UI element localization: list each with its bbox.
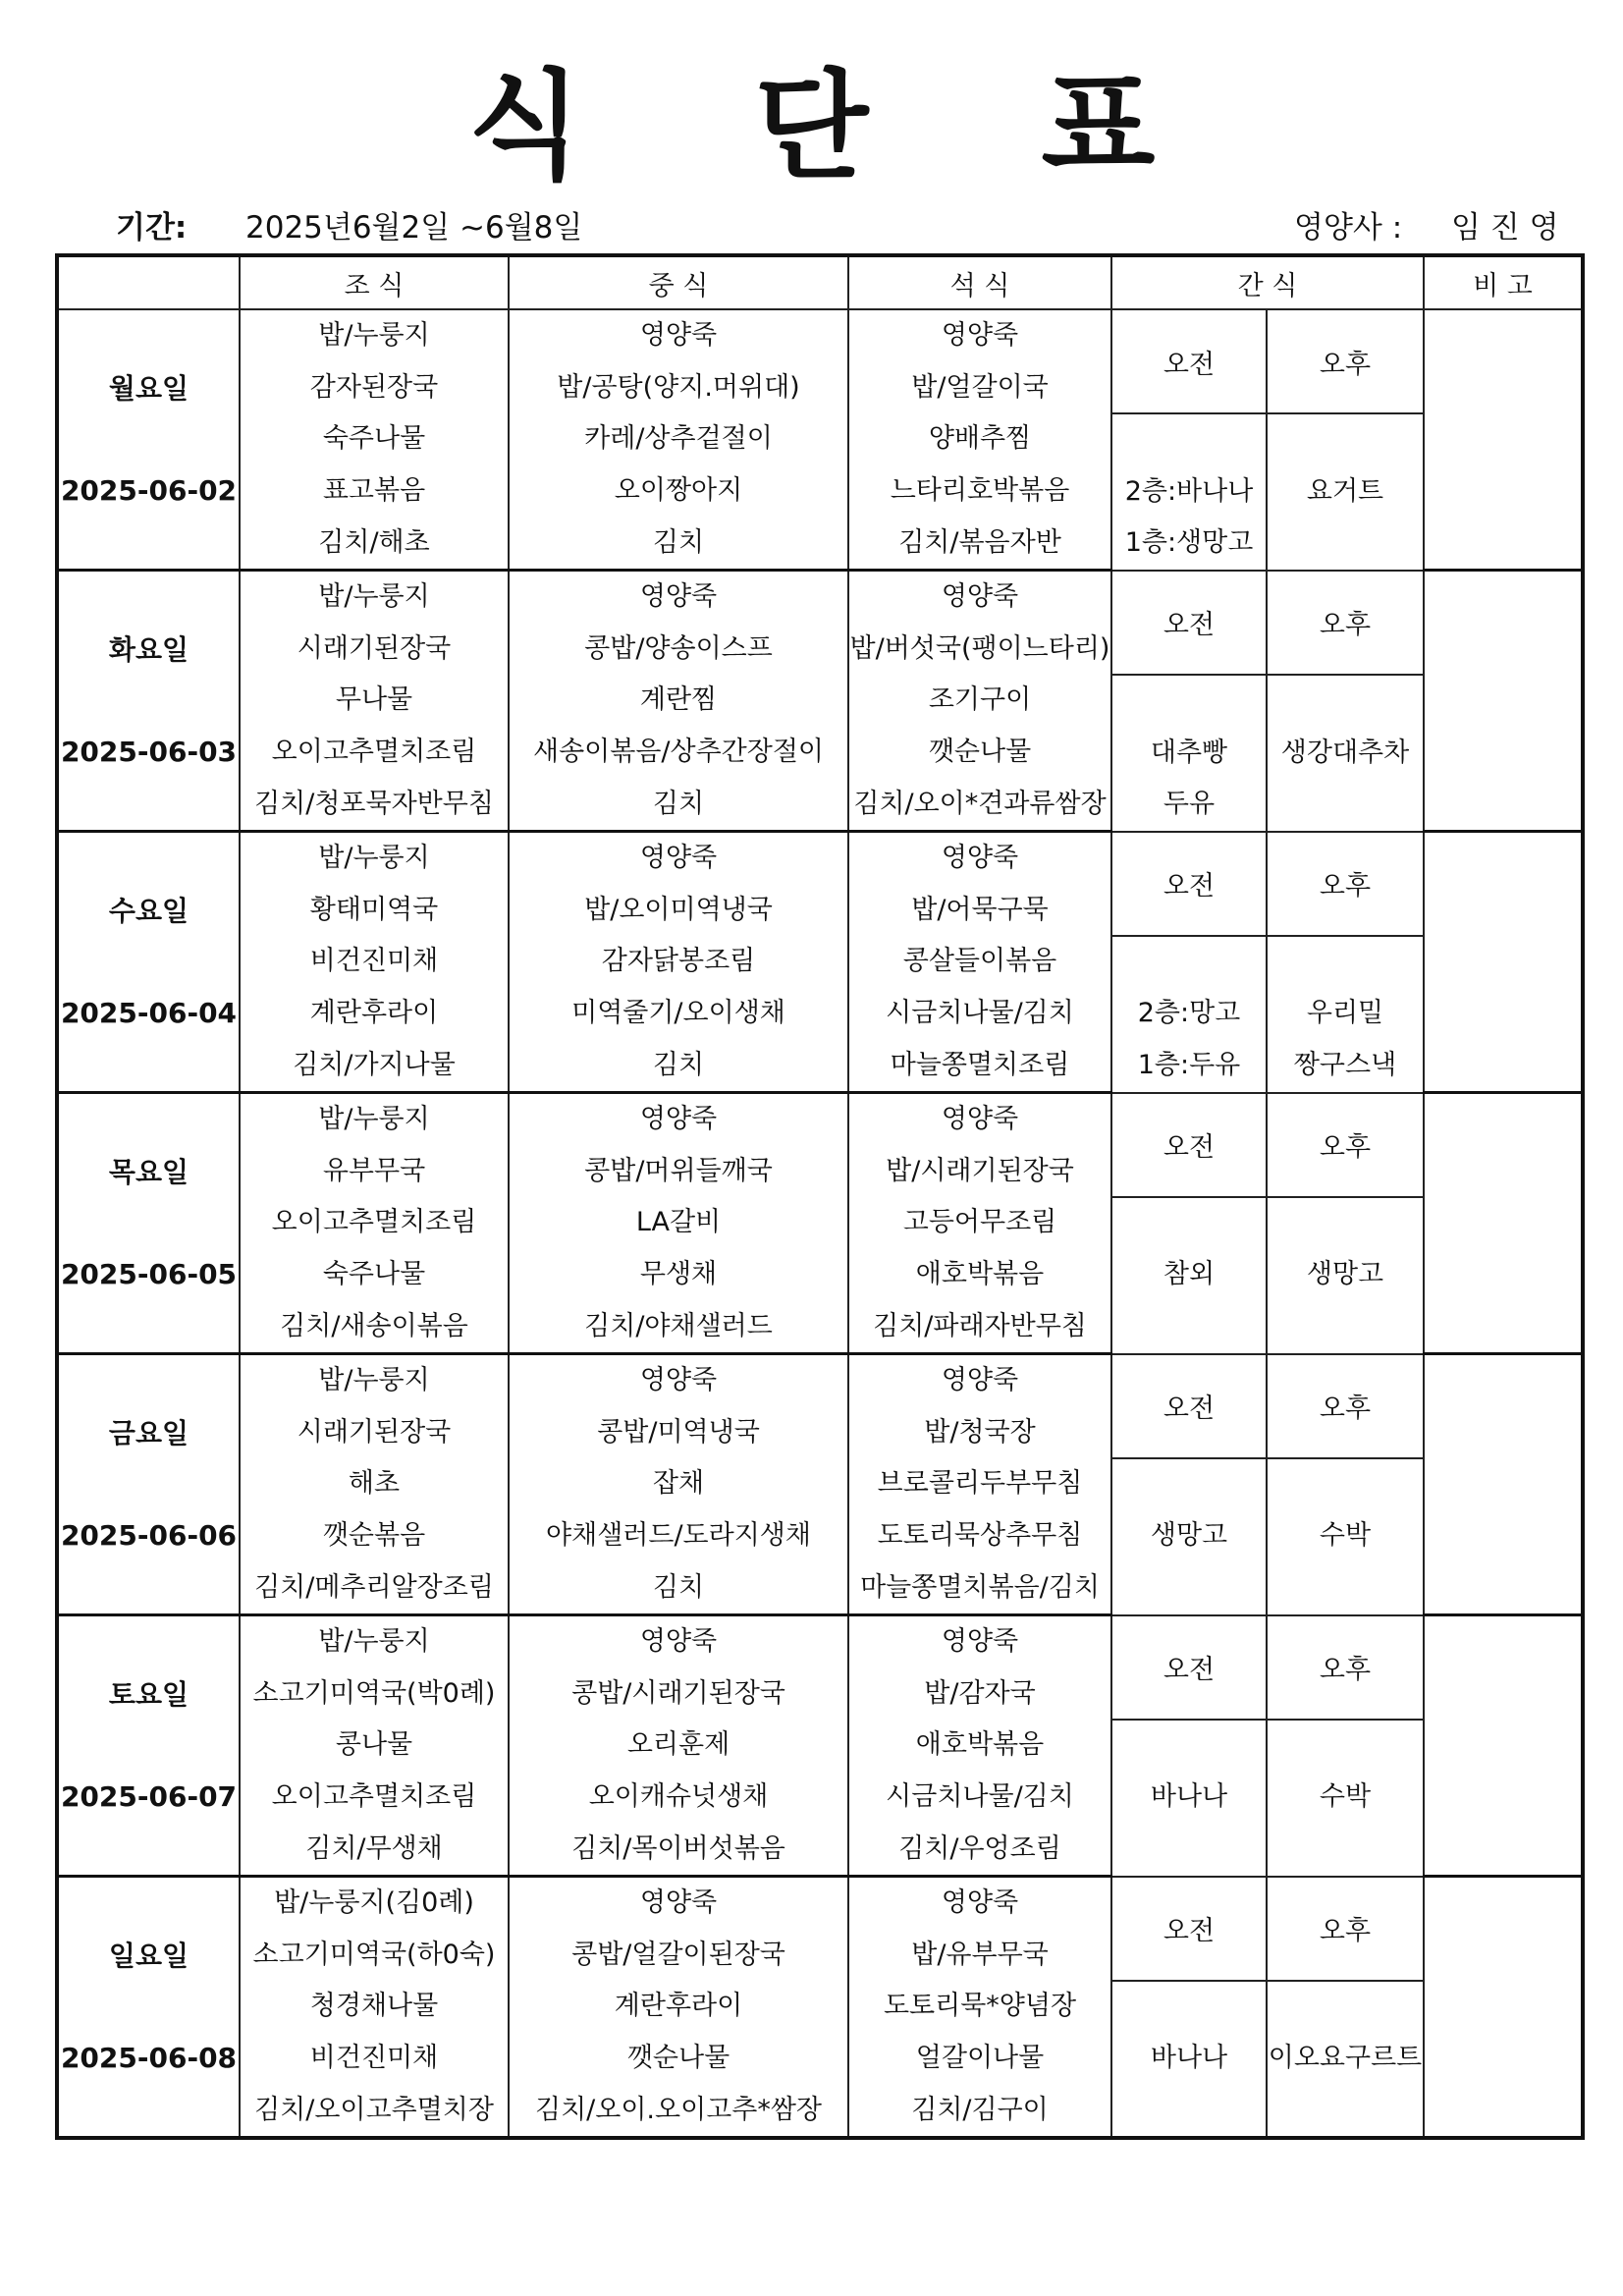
breakfast-item: 김치/청포묵자반무침 (254, 788, 494, 819)
snack-am-header: 오전 (1111, 832, 1267, 936)
period-label: 기간: (116, 210, 188, 246)
lunch-item: 밥/오이미역냉국 (584, 894, 773, 925)
snack-pm-header: 오후 (1267, 832, 1424, 936)
snack-am-header: 오전 (1111, 571, 1267, 675)
breakfast-item: 유부무국 (322, 1155, 426, 1186)
snack-pm-cell (1267, 413, 1424, 571)
snack-item (1268, 1459, 1423, 1511)
snack-item (1268, 518, 1423, 570)
lunch-item: 영양죽 (639, 1104, 718, 1135)
snack-item (1268, 1562, 1423, 1614)
snack-pm-header: 오후 (1267, 309, 1424, 413)
day-row (57, 832, 1583, 936)
breakfast-item: 김치/메추리알장조림 (254, 1571, 494, 1603)
breakfast-cell (240, 1093, 509, 1354)
snack-item (1112, 1562, 1266, 1614)
dinner-item: 조기구이 (928, 684, 1032, 716)
dinner-cell (848, 1877, 1111, 2139)
snack-item: 우리밀 (1306, 998, 1384, 1029)
snack-item (1268, 1824, 1423, 1876)
snack-pm-cell (1267, 675, 1424, 832)
dinner-item: 밥/시래기된장국 (886, 1155, 1074, 1186)
day-name: 금요일 (108, 1416, 189, 1449)
lunch-item: 김치/목이버섯볶음 (571, 1832, 785, 1864)
lunch-item: 김치/야채샐러드 (584, 1310, 773, 1341)
snack-item (1112, 937, 1266, 989)
breakfast-item: 김치/무생채 (305, 1832, 443, 1864)
day-date: 2025-06-03 (60, 735, 238, 768)
dinner-cell (848, 309, 1111, 571)
note-cell (1424, 1615, 1583, 1877)
breakfast-item: 숙주나물 (322, 1259, 426, 1289)
dinner-item: 마늘쫑멸치볶음/김치 (860, 1571, 1100, 1603)
note-cell (1424, 1354, 1583, 1615)
lunch-item: 오리훈제 (626, 1729, 730, 1761)
dinner-cell (848, 1615, 1111, 1877)
dinner-item: 김치/우엉조림 (898, 1832, 1061, 1864)
breakfast-item: 오이고추멸치조림 (271, 1780, 477, 1812)
breakfast-item: 김치/오이고추멸치장 (254, 2094, 494, 2125)
breakfast-item: 시래기된장국 (297, 632, 452, 664)
snack-item: 대추빵 (1150, 737, 1228, 768)
dinner-item: 밥/감자국 (924, 1677, 1036, 1709)
snack-am-cell (1111, 1720, 1267, 1877)
breakfast-item: 김치/해초 (318, 526, 430, 558)
day-name: 일요일 (108, 1939, 189, 1972)
snack-am-header: 오전 (1111, 309, 1267, 413)
breakfast-cell (240, 1354, 509, 1615)
lunch-item: 밥/공탕(양지.머위대) (557, 371, 800, 403)
snack-item (1268, 1301, 1423, 1353)
snack-item (1268, 676, 1423, 728)
breakfast-item: 밥/누룽지 (318, 581, 430, 613)
dinner-item: 애호박볶음 (915, 1729, 1045, 1761)
lunch-item: 콩밥/미역냉국 (597, 1416, 760, 1448)
dinner-item: 밥/유부무국 (911, 1939, 1049, 1970)
lunch-item: 오이캐슈넛생채 (588, 1780, 769, 1812)
snack-item (1112, 1824, 1266, 1876)
header-lunch: 중 식 (509, 255, 848, 309)
dinner-item: 영양죽 (941, 1887, 1019, 1919)
lunch-item: 영양죽 (639, 1626, 718, 1658)
breakfast-item: 소고기미역국(박0례) (252, 1677, 496, 1709)
day-date: 2025-06-05 (60, 1257, 238, 1290)
snack-am-cell (1111, 1458, 1267, 1615)
note-cell (1424, 1877, 1583, 2139)
breakfast-item: 콩나물 (335, 1729, 413, 1761)
lunch-item: LA갈비 (635, 1207, 722, 1238)
lunch-item: 콩밥/시래기된장국 (571, 1677, 785, 1709)
breakfast-item: 청경채나물 (309, 1991, 439, 2022)
snack-item (1268, 1721, 1423, 1773)
day-date: 2025-06-02 (60, 473, 238, 507)
lunch-cell (509, 571, 848, 832)
breakfast-item: 밥/누룽지(김0례) (274, 1887, 474, 1919)
breakfast-item: 밥/누룽지 (318, 1104, 430, 1135)
snack-item (1112, 676, 1266, 728)
breakfast-cell (240, 832, 509, 1093)
lunch-item: 계란찜 (639, 684, 718, 716)
dinner-item: 콩살들이볶음 (902, 946, 1057, 977)
breakfast-cell (240, 309, 509, 571)
dinner-item: 밥/어묵구묵 (911, 894, 1049, 925)
breakfast-item: 오이고추멸치조림 (271, 1207, 477, 1238)
snack-item: 이오요구르트 (1268, 2043, 1423, 2074)
lunch-item: 영양죽 (639, 320, 718, 352)
lunch-item: 새송이볶음/상추간장절이 (533, 737, 824, 768)
day-cell (57, 1093, 240, 1354)
lunch-cell (509, 309, 848, 571)
lunch-cell (509, 1615, 848, 1877)
day-row (57, 1877, 1583, 1981)
lunch-item: 김치/오이.오이고추*쌈장 (535, 2094, 822, 2125)
day-cell (57, 571, 240, 832)
breakfast-item: 밥/누룽지 (318, 1365, 430, 1396)
snack-item: 2층:바나나 (1124, 475, 1254, 507)
snack-item: 2층:망고 (1137, 998, 1241, 1029)
snack-am-header: 오전 (1111, 1093, 1267, 1197)
lunch-item: 영양죽 (639, 1365, 718, 1396)
dinner-item: 얼갈이나물 (915, 2043, 1045, 2074)
day-row (57, 1354, 1583, 1458)
breakfast-item: 김치/가지나물 (293, 1049, 456, 1080)
dinner-item: 양배추찜 (928, 423, 1032, 455)
day-cell (57, 1354, 240, 1615)
day-date: 2025-06-06 (60, 1518, 238, 1552)
dinner-item: 시금치나물/김치 (886, 998, 1074, 1029)
snack-pm-cell (1267, 1458, 1424, 1615)
snack-pm-header: 오후 (1267, 571, 1424, 675)
dinner-item: 밥/얼갈이국 (911, 371, 1049, 403)
day-row (57, 1093, 1583, 1197)
note-cell (1424, 309, 1583, 571)
day-cell (57, 1615, 240, 1877)
lunch-item: 카레/상추겉절이 (584, 423, 773, 455)
day-cell (57, 1877, 240, 2139)
lunch-item: 영양죽 (639, 843, 718, 874)
lunch-item: 야채샐러드/도라지생채 (546, 1519, 811, 1551)
snack-pm-header: 오후 (1267, 1093, 1424, 1197)
snack-item (1112, 1982, 1266, 2034)
breakfast-item: 계란후라이 (309, 998, 439, 1029)
lunch-cell (509, 1354, 848, 1615)
snack-item (1268, 937, 1423, 989)
snack-item (1112, 414, 1266, 466)
snack-item: 생망고 (1306, 1259, 1384, 1290)
breakfast-item: 비건진미채 (309, 946, 439, 977)
snack-am-cell (1111, 675, 1267, 832)
snack-item (1112, 1459, 1266, 1511)
lunch-item: 깻순나물 (626, 2043, 730, 2074)
dinner-item: 영양죽 (941, 1365, 1019, 1396)
breakfast-item: 밥/누룽지 (318, 320, 430, 352)
lunch-item: 김치 (652, 788, 705, 819)
dinner-item: 영양죽 (941, 1626, 1019, 1658)
lunch-item: 김치 (652, 1049, 705, 1080)
dinner-item: 마늘쫑멸치조림 (890, 1049, 1070, 1080)
snack-item: 요거트 (1306, 475, 1384, 507)
dinner-item: 김치/파래자반무침 (873, 1310, 1087, 1341)
snack-item: 1층:생망고 (1124, 527, 1254, 559)
lunch-item: 영양죽 (639, 581, 718, 613)
dinner-item: 시금치나물/김치 (886, 1780, 1074, 1812)
snack-item: 짱구스낵 (1293, 1050, 1397, 1081)
dinner-item: 느타리호박볶음 (890, 474, 1070, 506)
breakfast-item: 숙주나물 (322, 423, 426, 455)
header-snack: 간 식 (1111, 255, 1424, 309)
dinner-item: 애호박볶음 (915, 1259, 1045, 1289)
dinner-item: 영양죽 (941, 1104, 1019, 1135)
snack-item (1268, 1982, 1423, 2034)
day-date: 2025-06-08 (60, 2041, 238, 2074)
dinner-item: 영양죽 (941, 320, 1019, 352)
snack-pm-header: 오후 (1267, 1354, 1424, 1458)
snack-item: 생망고 (1150, 1520, 1228, 1552)
snack-item: 두유 (1163, 789, 1216, 820)
breakfast-item: 깻순볶음 (322, 1519, 426, 1551)
snack-item: 바나나 (1150, 2043, 1228, 2074)
breakfast-cell (240, 1615, 509, 1877)
snack-item (1112, 1198, 1266, 1250)
breakfast-item: 해초 (348, 1468, 401, 1500)
day-date: 2025-06-04 (60, 996, 238, 1029)
snack-item: 수박 (1319, 1781, 1372, 1813)
day-cell (57, 309, 240, 571)
day-date: 2025-06-07 (60, 1779, 238, 1813)
snack-pm-header: 오후 (1267, 1615, 1424, 1720)
header-breakfast: 조 식 (240, 255, 509, 309)
snack-pm-cell (1267, 1197, 1424, 1354)
breakfast-item: 시래기된장국 (297, 1416, 452, 1448)
snack-am-header: 오전 (1111, 1877, 1267, 1981)
snack-item: 1층:두유 (1137, 1050, 1241, 1081)
day-name: 화요일 (108, 632, 189, 666)
dinner-cell (848, 571, 1111, 832)
breakfast-item: 밥/누룽지 (318, 1626, 430, 1658)
lunch-item: 콩밥/머위들깨국 (584, 1155, 773, 1186)
snack-item (1112, 2085, 1266, 2137)
dinner-item: 밥/버섯국(팽이느타리) (849, 632, 1110, 664)
lunch-cell (509, 832, 848, 1093)
dinner-item: 김치/김구이 (911, 2094, 1049, 2125)
day-cell (57, 832, 240, 1093)
header-note: 비 고 (1424, 255, 1583, 309)
breakfast-item: 감자된장국 (309, 371, 439, 403)
lunch-item: 영양죽 (639, 1887, 718, 1919)
breakfast-item: 비건진미채 (309, 2043, 439, 2074)
lunch-item: 콩밥/얼갈이된장국 (571, 1939, 785, 1970)
day-name: 토요일 (108, 1677, 189, 1711)
lunch-item: 오이짱아지 (614, 474, 743, 506)
snack-item: 참외 (1163, 1259, 1216, 1290)
lunch-item: 김치 (652, 1571, 705, 1603)
breakfast-item: 무나물 (335, 684, 413, 716)
dinner-item: 도토리묵*양념장 (883, 1991, 1077, 2022)
snack-item (1112, 1301, 1266, 1353)
dinner-item: 도토리묵상추무침 (877, 1519, 1083, 1551)
snack-am-header: 오전 (1111, 1354, 1267, 1458)
snack-item: 생강대추차 (1280, 737, 1410, 768)
lunch-cell (509, 1093, 848, 1354)
breakfast-item: 소고기미역국(하0숙) (252, 1939, 496, 1970)
note-cell (1424, 1093, 1583, 1354)
dietitian-label: 영양사 : (1294, 210, 1403, 246)
lunch-item: 무생채 (639, 1259, 718, 1289)
dinner-item: 브로콜리두부무침 (877, 1468, 1083, 1500)
dinner-item: 고등어무조림 (902, 1207, 1057, 1238)
snack-item (1112, 1721, 1266, 1773)
snack-am-cell (1111, 1981, 1267, 2139)
lunch-item: 계란후라이 (614, 1991, 743, 2022)
snack-item: 수박 (1319, 1520, 1372, 1552)
dinner-item: 영양죽 (941, 843, 1019, 874)
page-title (0, 59, 1623, 196)
dinner-item: 깻순나물 (928, 737, 1032, 768)
dietitian-name: 임 진 영 (1451, 210, 1559, 246)
lunch-item: 김치 (652, 526, 705, 558)
breakfast-item: 김치/새송이볶음 (280, 1310, 468, 1341)
breakfast-cell (240, 571, 509, 832)
snack-am-header: 오전 (1111, 1615, 1267, 1720)
snack-item (1268, 2085, 1423, 2137)
day-row (57, 1615, 1583, 1720)
day-name: 수요일 (108, 894, 189, 927)
snack-pm-cell (1267, 1720, 1424, 1877)
day-row (57, 571, 1583, 675)
breakfast-item: 황태미역국 (309, 894, 439, 925)
title-char-2: 단 (754, 59, 869, 195)
snack-am-cell (1111, 936, 1267, 1093)
snack-item (1268, 779, 1423, 831)
breakfast-item: 표고볶음 (322, 474, 426, 506)
breakfast-item: 오이고추멸치조림 (271, 737, 477, 768)
day-name: 월요일 (108, 371, 189, 405)
breakfast-item: 밥/누룽지 (318, 843, 430, 874)
note-cell (1424, 571, 1583, 832)
lunch-cell (509, 1877, 848, 2139)
dinner-item: 김치/볶음자반 (898, 526, 1061, 558)
snack-item: 바나나 (1150, 1781, 1228, 1813)
header-dinner: 석 식 (848, 255, 1111, 309)
snack-am-cell (1111, 413, 1267, 571)
snack-am-cell (1111, 1197, 1267, 1354)
lunch-item: 콩밥/양송이스프 (584, 632, 773, 664)
title-char-1: 식 (467, 59, 582, 195)
snack-pm-cell (1267, 936, 1424, 1093)
period-value: 2025년6월2일 ~6월8일 (245, 210, 583, 246)
snack-pm-cell (1267, 1981, 1424, 2139)
lunch-item: 미역줄기/오이생채 (571, 998, 785, 1029)
breakfast-cell (240, 1877, 509, 2139)
snack-item (1268, 1198, 1423, 1250)
dinner-item: 김치/오이*견과류쌈장 (853, 788, 1107, 819)
note-cell (1424, 832, 1583, 1093)
snack-item (1268, 414, 1423, 466)
day-name: 목요일 (108, 1155, 189, 1188)
day-row (57, 309, 1583, 413)
dinner-item: 영양죽 (941, 581, 1019, 613)
dinner-cell (848, 832, 1111, 1093)
menu-table (55, 253, 1585, 2140)
snack-pm-header: 오후 (1267, 1877, 1424, 1981)
dinner-item: 밥/청국장 (924, 1416, 1036, 1448)
lunch-item: 잡채 (652, 1468, 705, 1500)
dinner-cell (848, 1093, 1111, 1354)
dinner-cell (848, 1354, 1111, 1615)
title-char-3: 표 (1041, 59, 1156, 195)
header-row (57, 255, 1583, 309)
lunch-item: 감자닭봉조림 (601, 946, 756, 977)
header-blank (57, 255, 240, 309)
